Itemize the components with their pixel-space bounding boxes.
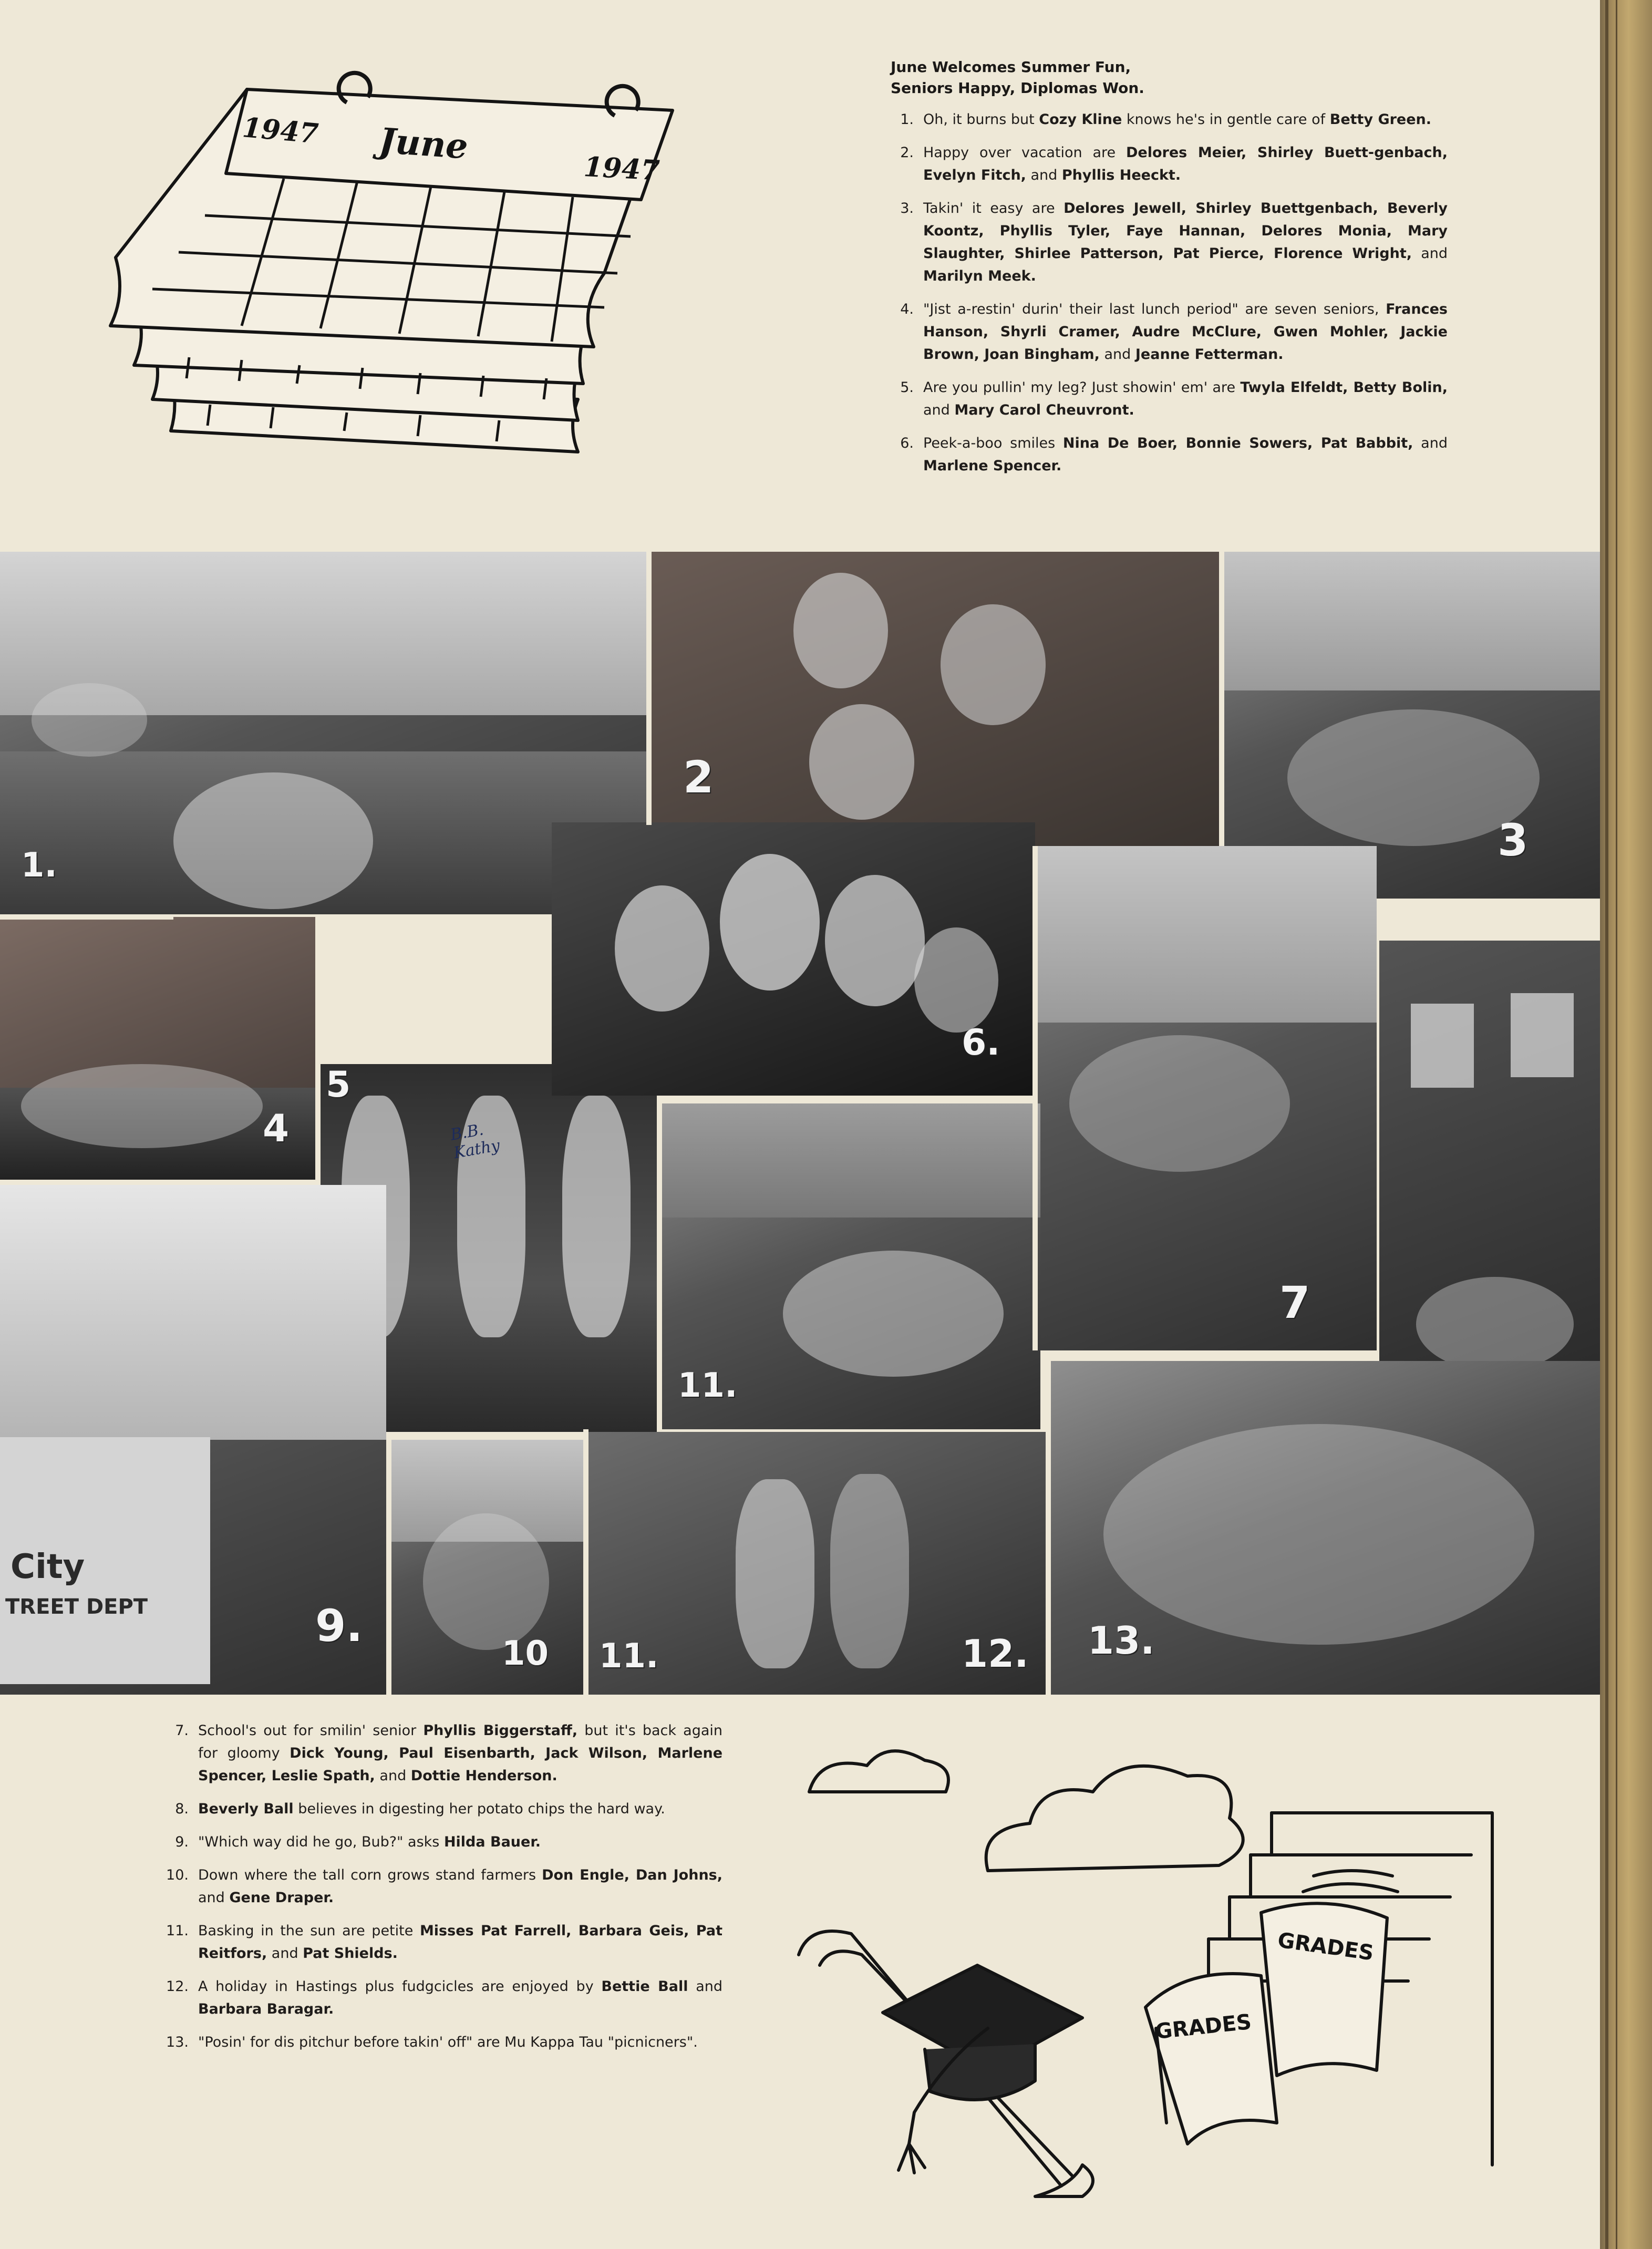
photo-number-2: 2 xyxy=(683,751,714,803)
caption-text: Takin' it easy are Delores Jewell, Shirley Buettgenbach, Beverly Koontz, Phyllis Tyler, Faye Hannan, Delores Monia, Mary Slaughter, Shirlee Patterson, Pat Pierce, Florence Wright, and Marilyn Meek. xyxy=(923,200,1448,284)
caption-number: 4. xyxy=(900,301,914,317)
caption-text: Happy over vacation are Delores Meier, Shirley Buett-genbach, Evelyn Fitch, and Phyllis Heeckt. xyxy=(923,145,1448,183)
caption-text: School's out for smilin' senior Phyllis Biggerstaff, but it's back again for gloomy Dick Young, Paul Eisenbarth, Jack Wilson, Marlene Spencer, Leslie Spath, and Dottie Henderson. xyxy=(198,1722,723,1784)
caption-number: 9. xyxy=(175,1834,189,1850)
photo-10-corn xyxy=(391,1440,586,1695)
photo-2-seniors xyxy=(652,552,1224,846)
caption-number: 10. xyxy=(166,1867,189,1883)
photo-8-building xyxy=(1379,941,1600,1435)
photo-number-5: 5 xyxy=(326,1064,351,1106)
photo-number-13: 13. xyxy=(1088,1618,1155,1663)
caption-item xyxy=(166,1798,722,1820)
caption-text: Beverly Ball believes in digesting her potato chips the hard way. xyxy=(198,1801,665,1817)
photo-number-4: 4 xyxy=(263,1106,290,1150)
photo-number-1: 1. xyxy=(21,846,57,885)
calendar-left-year: 1947 xyxy=(241,111,320,150)
photo-11-sun xyxy=(662,1103,1040,1429)
photo-number-10: 10 xyxy=(502,1634,549,1673)
caption-item xyxy=(166,1975,722,2020)
heading-line-2: Seniors Happy, Diplomas Won. xyxy=(891,79,1144,97)
caption-number: 5. xyxy=(900,379,914,396)
caption-text: Oh, it burns but Cozy Kline knows he's in gentle care of Betty Green. xyxy=(923,111,1432,128)
graduation-drawing xyxy=(788,1734,1534,2207)
grades-label-back: GRADES xyxy=(1276,1928,1376,1966)
caption-text: A holiday in Hastings plus fudgcicles are enjoyed by Bettie Ball and Barbara Baragar. xyxy=(198,1978,722,2017)
caption-item xyxy=(166,1831,722,1853)
section-heading xyxy=(891,57,1448,99)
caption-item xyxy=(166,1864,722,1909)
caption-item xyxy=(891,141,1448,187)
photo-9-sign xyxy=(0,1185,386,1695)
photo-number-6: 6. xyxy=(962,1022,1000,1064)
book-spine xyxy=(1600,0,1652,2249)
caption-item xyxy=(891,376,1448,421)
sign-line-1: City xyxy=(11,1548,85,1586)
caption-item xyxy=(166,1920,722,1965)
caption-number: 3. xyxy=(900,200,914,216)
photo-4-lunch xyxy=(0,917,315,1180)
photo-12-hastings xyxy=(588,1432,1051,1695)
heading-line-1: June Welcomes Summer Fun, xyxy=(891,58,1131,76)
bottom-caption-list xyxy=(166,1719,722,2054)
caption-number: 13. xyxy=(166,2034,189,2050)
caption-item xyxy=(891,108,1448,131)
photo-number-7: 7 xyxy=(1279,1277,1310,1328)
photo-number-11b: 11. xyxy=(599,1637,659,1676)
sign-line-2: TREET DEPT xyxy=(5,1595,148,1619)
caption-text: "Posin' for dis pitchur before takin' off" are Mu Kappa Tau "picnicners". xyxy=(198,2034,698,2050)
photo-6-peekaboo xyxy=(552,822,1035,1096)
top-caption-list xyxy=(891,108,1448,477)
photo-number-9: 9. xyxy=(315,1600,363,1652)
caption-text: Down where the tall corn grows stand farmers Don Engle, Dan Johns, and Gene Draper. xyxy=(198,1867,722,1906)
caption-number: 8. xyxy=(175,1801,189,1817)
caption-item xyxy=(891,197,1448,287)
caption-text: Basking in the sun are petite Misses Pat Farrell, Barbara Geis, Pat Reitfors, and Pat Shields. xyxy=(198,1923,723,1962)
photo-1-pool xyxy=(0,552,646,914)
caption-number: 6. xyxy=(900,435,914,451)
caption-text: "Jist a-restin' durin' their last lunch period" are seven seniors, Frances Hanson, Shyrli Cramer, Audre McClure, Gwen Mohler, Jackie Brown, Joan Bingham, and Jeanne Fetterman. xyxy=(923,301,1448,363)
calendar-right-year: 1947 xyxy=(583,151,661,187)
bottom-captions xyxy=(166,1719,722,2064)
caption-text: Peek-a-boo smiles Nina De Boer, Bonnie Sowers, Pat Babbit, and Marlene Spencer. xyxy=(923,435,1448,474)
caption-text: Are you pullin' my leg? Just showin' em' are Twyla Elfeldt, Betty Bolin, and Mary Carol Cheuvront. xyxy=(923,379,1448,418)
caption-item xyxy=(166,2031,722,2054)
calendar-month: June xyxy=(377,120,470,167)
caption-number: 7. xyxy=(175,1722,189,1739)
photo-number-12: 12. xyxy=(962,1632,1029,1676)
caption-number: 12. xyxy=(166,1978,189,1995)
caption-number: 1. xyxy=(900,111,914,128)
caption-item xyxy=(166,1719,722,1787)
caption-number: 2. xyxy=(900,145,914,161)
caption-text: "Which way did he go, Bub?" asks Hilda Bauer. xyxy=(198,1834,541,1850)
top-captions xyxy=(891,57,1448,488)
caption-item xyxy=(891,298,1448,366)
photo-13-picnic xyxy=(1051,1361,1600,1695)
photo-number-3: 3 xyxy=(1498,814,1529,866)
caption-number: 11. xyxy=(166,1923,189,1939)
grades-label-front: GRADES xyxy=(1154,2009,1253,2044)
photo-7-school-out xyxy=(1038,846,1377,1350)
calendar-drawing xyxy=(53,63,715,494)
caption-item xyxy=(891,432,1448,477)
photo-number-11: 11. xyxy=(678,1366,738,1405)
photo-inscription: B.B. Kathy xyxy=(449,1120,502,1163)
